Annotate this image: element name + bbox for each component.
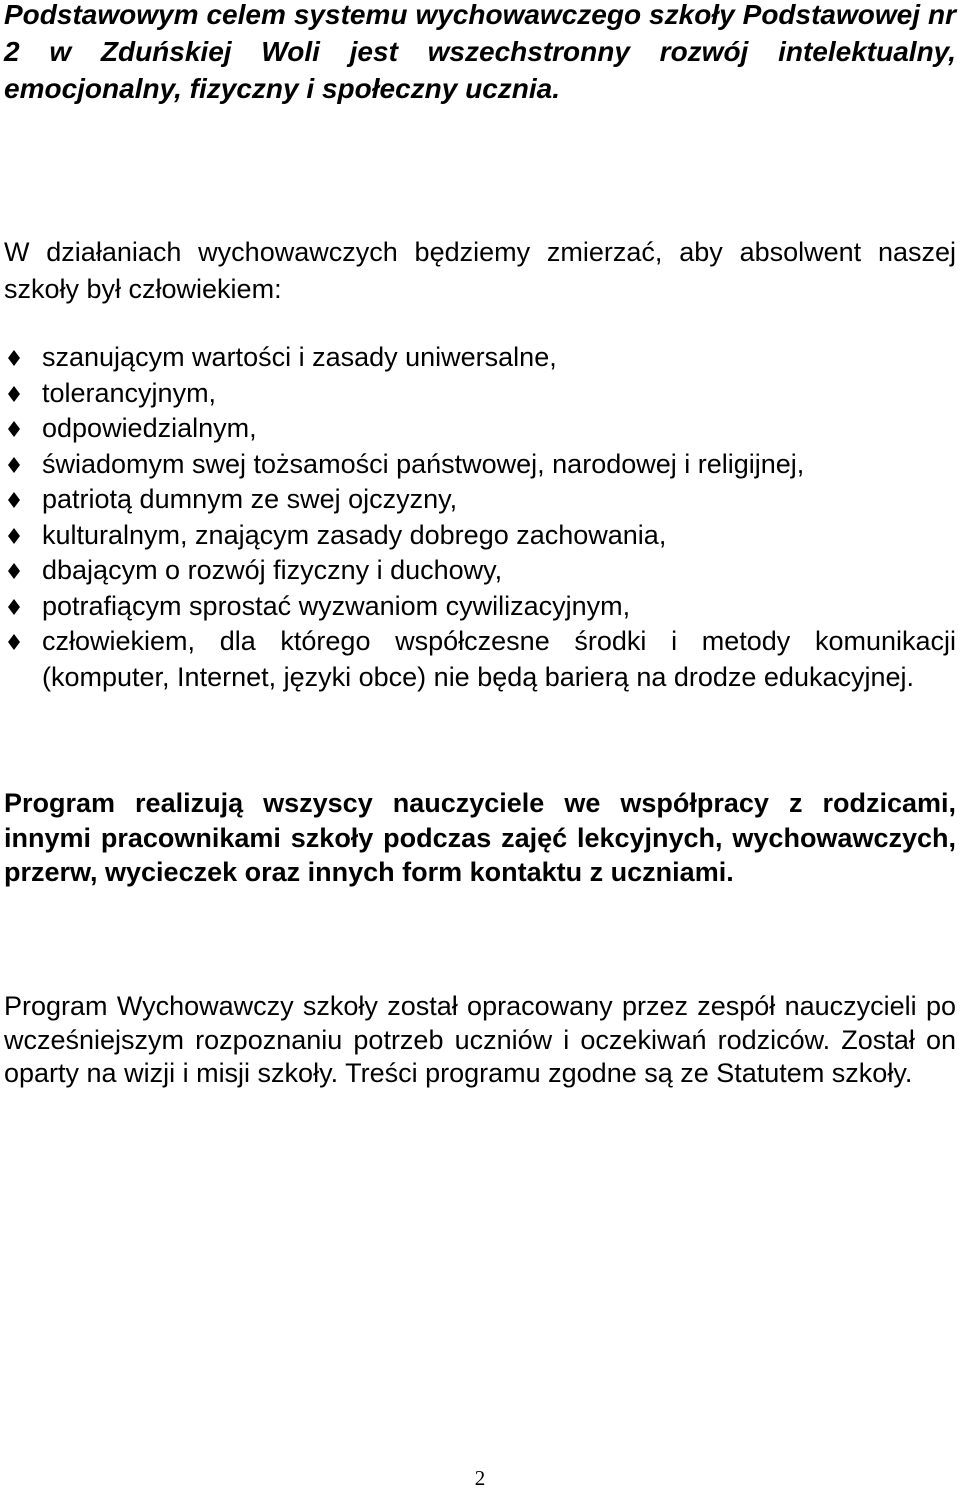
list-item-text: odpowiedzialnym, bbox=[42, 413, 257, 443]
list-item bbox=[4, 553, 956, 589]
diamond-bullet-icon bbox=[7, 563, 21, 579]
list-item bbox=[4, 447, 956, 483]
list-item-text: patriotą dumnym ze swej ojczyzny, bbox=[42, 484, 458, 514]
list-item-text: szanującym wartości i zasady uniwersalne, bbox=[42, 342, 557, 372]
diamond-bullet-icon bbox=[7, 386, 21, 402]
program-implementation-paragraph: Program realizują wszyscy nauczyciele we współpracy z rodzicami, innymi pracownikami szkoły podczas zajęć lekcyjnych, wychowawczych, przerw, wycieczek oraz innych form kontaktu z uczniami. bbox=[4, 788, 956, 887]
list-item bbox=[4, 589, 956, 625]
diamond-bullet-icon bbox=[7, 350, 21, 366]
diamond-bullet-icon bbox=[7, 421, 21, 437]
page-number: 2 bbox=[474, 1466, 486, 1490]
list-item-text: kulturalnym, znającym zasady dobrego zachowania, bbox=[42, 519, 667, 550]
list-item bbox=[4, 340, 956, 376]
program-origin-paragraph: Program Wychowawczy szkoły został opracowany przez zespół nauczycieli po wcześniejszym rozpoznaniu potrzeb uczniów i oczekiwań rodziców. Został on oparty na wizji i misji szkoły. Treści programu zgodne są ze Statutem szkoły. bbox=[4, 991, 956, 1088]
values-list bbox=[4, 340, 956, 695]
diamond-bullet-icon bbox=[7, 599, 21, 615]
list-item bbox=[4, 518, 956, 554]
list-item bbox=[4, 411, 956, 447]
lead-paragraph: W działaniach wychowawczych będziemy zmierzać, aby absolwent naszej szkoły był człowiekiem: bbox=[4, 237, 956, 304]
diamond-bullet-icon bbox=[7, 457, 21, 473]
list-item-text: tolerancyjnym, bbox=[42, 377, 217, 408]
list-item bbox=[4, 482, 956, 518]
list-item-text: człowiekiem, dla którego współczesne środki i metody komunikacji (komputer, Internet, języki obce) nie będą barierą na drodze edukacyjnej. bbox=[42, 626, 956, 692]
list-item-text: świadomym swej tożsamości państwowej, narodowej i religijnej, bbox=[42, 448, 805, 479]
intro-paragraph: Podstawowym celem systemu wychowawczego szkoły Podstawowej nr 2 w Zduńskiej Woli jest wszechstronny rozwój intelektualny, emocjonalny, fizyczny i społeczny ucznia. bbox=[4, 0, 956, 104]
diamond-bullet-icon bbox=[7, 528, 21, 544]
diamond-bullet-icon bbox=[7, 634, 21, 650]
diamond-bullet-icon bbox=[7, 492, 21, 508]
list-item bbox=[4, 376, 956, 412]
list-item-text: potrafiącym sprostać wyzwaniom cywilizacyjnym, bbox=[42, 590, 631, 621]
list-item bbox=[4, 624, 956, 695]
list-item-text: dbającym o rozwój fizyczny i duchowy, bbox=[42, 555, 503, 585]
